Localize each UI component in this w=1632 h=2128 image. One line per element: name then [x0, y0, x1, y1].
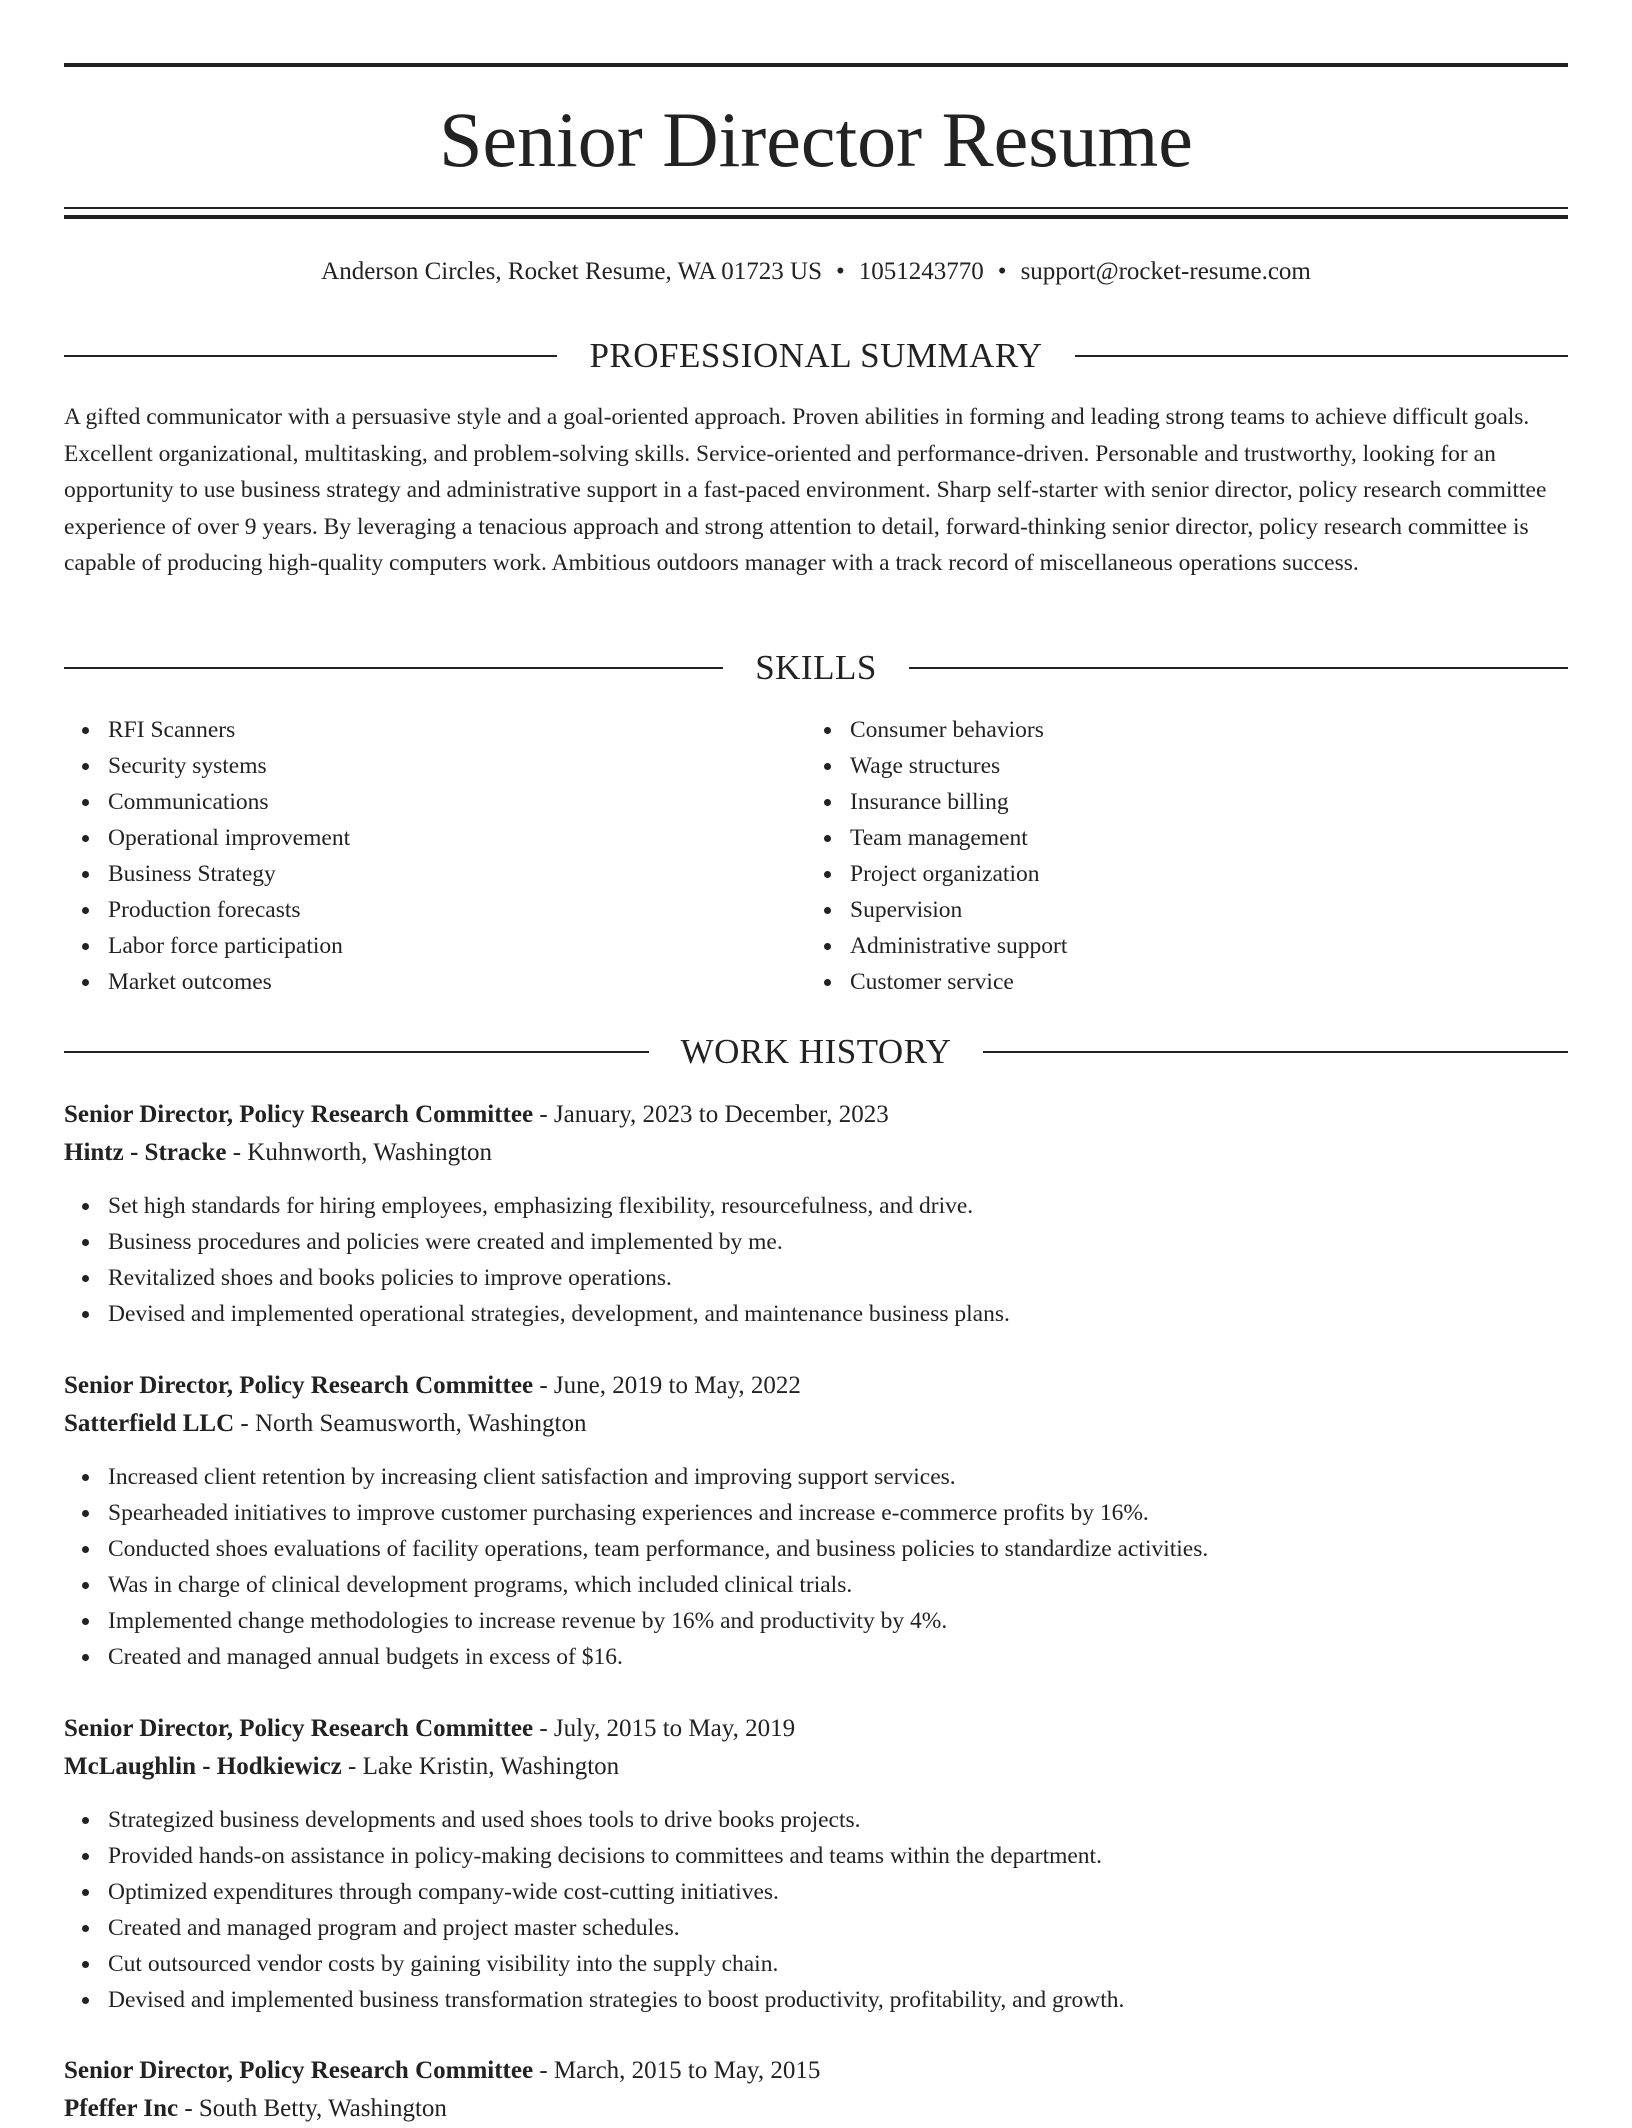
job-bullet: Devised and implemented business transformation strategies to boost productivity, profitability, and growth. — [108, 1982, 1568, 2018]
skill-item: Consumer behaviors — [850, 712, 1548, 748]
heading-rule — [1075, 355, 1568, 357]
work-heading — [64, 1030, 1568, 1074]
job-location: - South Betty, Washington — [178, 2095, 447, 2122]
job-bullet: Set high standards for hiring employees, emphasizing flexibility, resourcefulness, and drive. — [108, 1188, 1568, 1224]
heading-rule — [64, 355, 557, 357]
job-title-line — [64, 1096, 1568, 1134]
job-bullet: Revitalized shoes and books policies to improve operations. — [108, 1260, 1568, 1296]
skill-item: Insurance billing — [850, 784, 1548, 820]
skills-list — [64, 712, 1568, 1000]
skill-item: Team management — [850, 820, 1548, 856]
skill-item: Supervision — [850, 892, 1548, 928]
job-bullet: Provided hands-on assistance in policy-making decisions to committees and teams within the department. — [108, 1838, 1568, 1874]
job-company: McLaughlin - Hodkiewicz — [64, 1753, 342, 1780]
job-entry — [64, 1096, 1568, 1332]
skill-item: Security systems — [108, 748, 806, 784]
job-entry — [64, 2052, 1568, 2128]
job-company: Hintz - Stracke — [64, 1139, 227, 1166]
job-bullet: Increased client retention by increasing client satisfaction and improving support services. — [108, 1459, 1568, 1495]
job-title-line — [64, 2052, 1568, 2090]
skills-heading — [64, 646, 1568, 690]
job-title: Senior Director, Policy Research Committee — [64, 1372, 534, 1399]
job-bullets — [64, 1188, 1568, 1332]
contact-separator: • — [997, 258, 1007, 285]
job-bullet: Implemented change methodologies to increase revenue by 16% and productivity by 4%. — [108, 1603, 1568, 1639]
heading-rule — [983, 1051, 1568, 1053]
job-bullets — [64, 1459, 1568, 1675]
skill-item: Communications — [108, 784, 806, 820]
job-company-line — [64, 1748, 1568, 1786]
job-entry — [64, 1710, 1568, 2018]
contact-line — [64, 255, 1568, 289]
heading-rule — [64, 667, 723, 669]
job-company: Satterfield LLC — [64, 1410, 235, 1437]
job-company-line — [64, 1134, 1568, 1172]
skill-item: Administrative support — [850, 928, 1548, 964]
job-company: Pfeffer Inc — [64, 2095, 179, 2122]
skills-column-right — [806, 712, 1548, 1000]
skill-item: Labor force participation — [108, 928, 806, 964]
contact-phone: 1051243770 — [858, 258, 984, 285]
heading-rule — [64, 1051, 649, 1053]
work-heading-label: WORK HISTORY — [680, 1032, 952, 1071]
job-location: - Kuhnworth, Washington — [226, 1139, 493, 1166]
job-title: Senior Director, Policy Research Committee — [64, 2057, 534, 2084]
summary-text: A gifted communicator with a persuasive style and a goal-oriented approach. Proven abilities in forming and leading strong teams to achieve difficult goals. Excellent organizational, multitasking, and problem-solving skills. Service-oriented and performance-driven. Personable and trustworthy, looking for an opportunity to use business strategy and administrative support in a fast-paced environment. Sharp self-starter with senior director, policy research committee experience of over 9 years. By leveraging a tenacious approach and strong attention to detail, forward-thinking senior director, policy research committee is capable of producing high-quality computers work. Ambitious outdoors manager with a track record of miscellaneous operations success. — [64, 404, 1547, 576]
contact-address: Anderson Circles, Rocket Resume, WA 01723 US — [321, 258, 823, 285]
job-location: - Lake Kristin, Washington — [341, 1753, 620, 1780]
job-dates: - March, 2015 to May, 2015 — [533, 2057, 821, 2084]
job-title: Senior Director, Policy Research Committee — [64, 1101, 534, 1128]
page-title: Senior Director Resume — [439, 96, 1193, 183]
title-rule-thin — [64, 207, 1568, 209]
job-bullet: Cut outsourced vendor costs by gaining visibility into the supply chain. — [108, 1946, 1568, 1982]
job-bullet: Optimized expenditures through company-wide cost-cutting initiatives. — [108, 1874, 1568, 1910]
job-dates: - July, 2015 to May, 2019 — [533, 1715, 796, 1742]
job-title-line — [64, 1710, 1568, 1748]
job-title: Senior Director, Policy Research Committee — [64, 1715, 534, 1742]
job-dates: - June, 2019 to May, 2022 — [533, 1372, 801, 1399]
skill-item: Wage structures — [850, 748, 1548, 784]
skills-column-left — [64, 712, 806, 1000]
skill-item: Operational improvement — [108, 820, 806, 856]
job-bullet: Was in charge of clinical development programs, which included clinical trials. — [108, 1567, 1568, 1603]
job-company-line — [64, 2090, 1568, 2128]
job-bullet: Business procedures and policies were created and implemented by me. — [108, 1224, 1568, 1260]
job-bullet: Conducted shoes evaluations of facility operations, team performance, and business policies to standardize activities. — [108, 1531, 1568, 1567]
job-bullet: Devised and implemented operational strategies, development, and maintenance business plans. — [108, 1296, 1568, 1332]
skill-item: Production forecasts — [108, 892, 806, 928]
job-bullet: Spearheaded initiatives to improve customer purchasing experiences and increase e-commerce profits by 16%. — [108, 1495, 1568, 1531]
skill-item: Customer service — [850, 964, 1548, 1000]
skill-item: Market outcomes — [108, 964, 806, 1000]
contact-email: support@rocket-resume.com — [1020, 258, 1311, 285]
job-company-line — [64, 1405, 1568, 1443]
job-location: - North Seamusworth, Washington — [234, 1410, 587, 1437]
summary-heading — [64, 334, 1568, 378]
job-bullet: Created and managed annual budgets in excess of $16. — [108, 1639, 1568, 1675]
contact-separator: • — [836, 258, 845, 285]
skill-item: RFI Scanners — [108, 712, 806, 748]
job-entry — [64, 1367, 1568, 1675]
skills-heading-label: SKILLS — [755, 648, 877, 687]
heading-rule — [909, 667, 1568, 669]
job-title-line — [64, 1367, 1568, 1405]
job-bullet: Strategized business developments and used shoes tools to drive books projects. — [108, 1802, 1568, 1838]
job-bullet: Created and managed program and project master schedules. — [108, 1910, 1568, 1946]
job-dates: - January, 2023 to December, 2023 — [533, 1101, 889, 1128]
job-bullets — [64, 1802, 1568, 2018]
title-rule-thick — [64, 215, 1568, 219]
summary-heading-label: PROFESSIONAL SUMMARY — [589, 336, 1043, 375]
skill-item: Project organization — [850, 856, 1548, 892]
top-rule — [64, 63, 1568, 67]
skill-item: Business Strategy — [108, 856, 806, 892]
